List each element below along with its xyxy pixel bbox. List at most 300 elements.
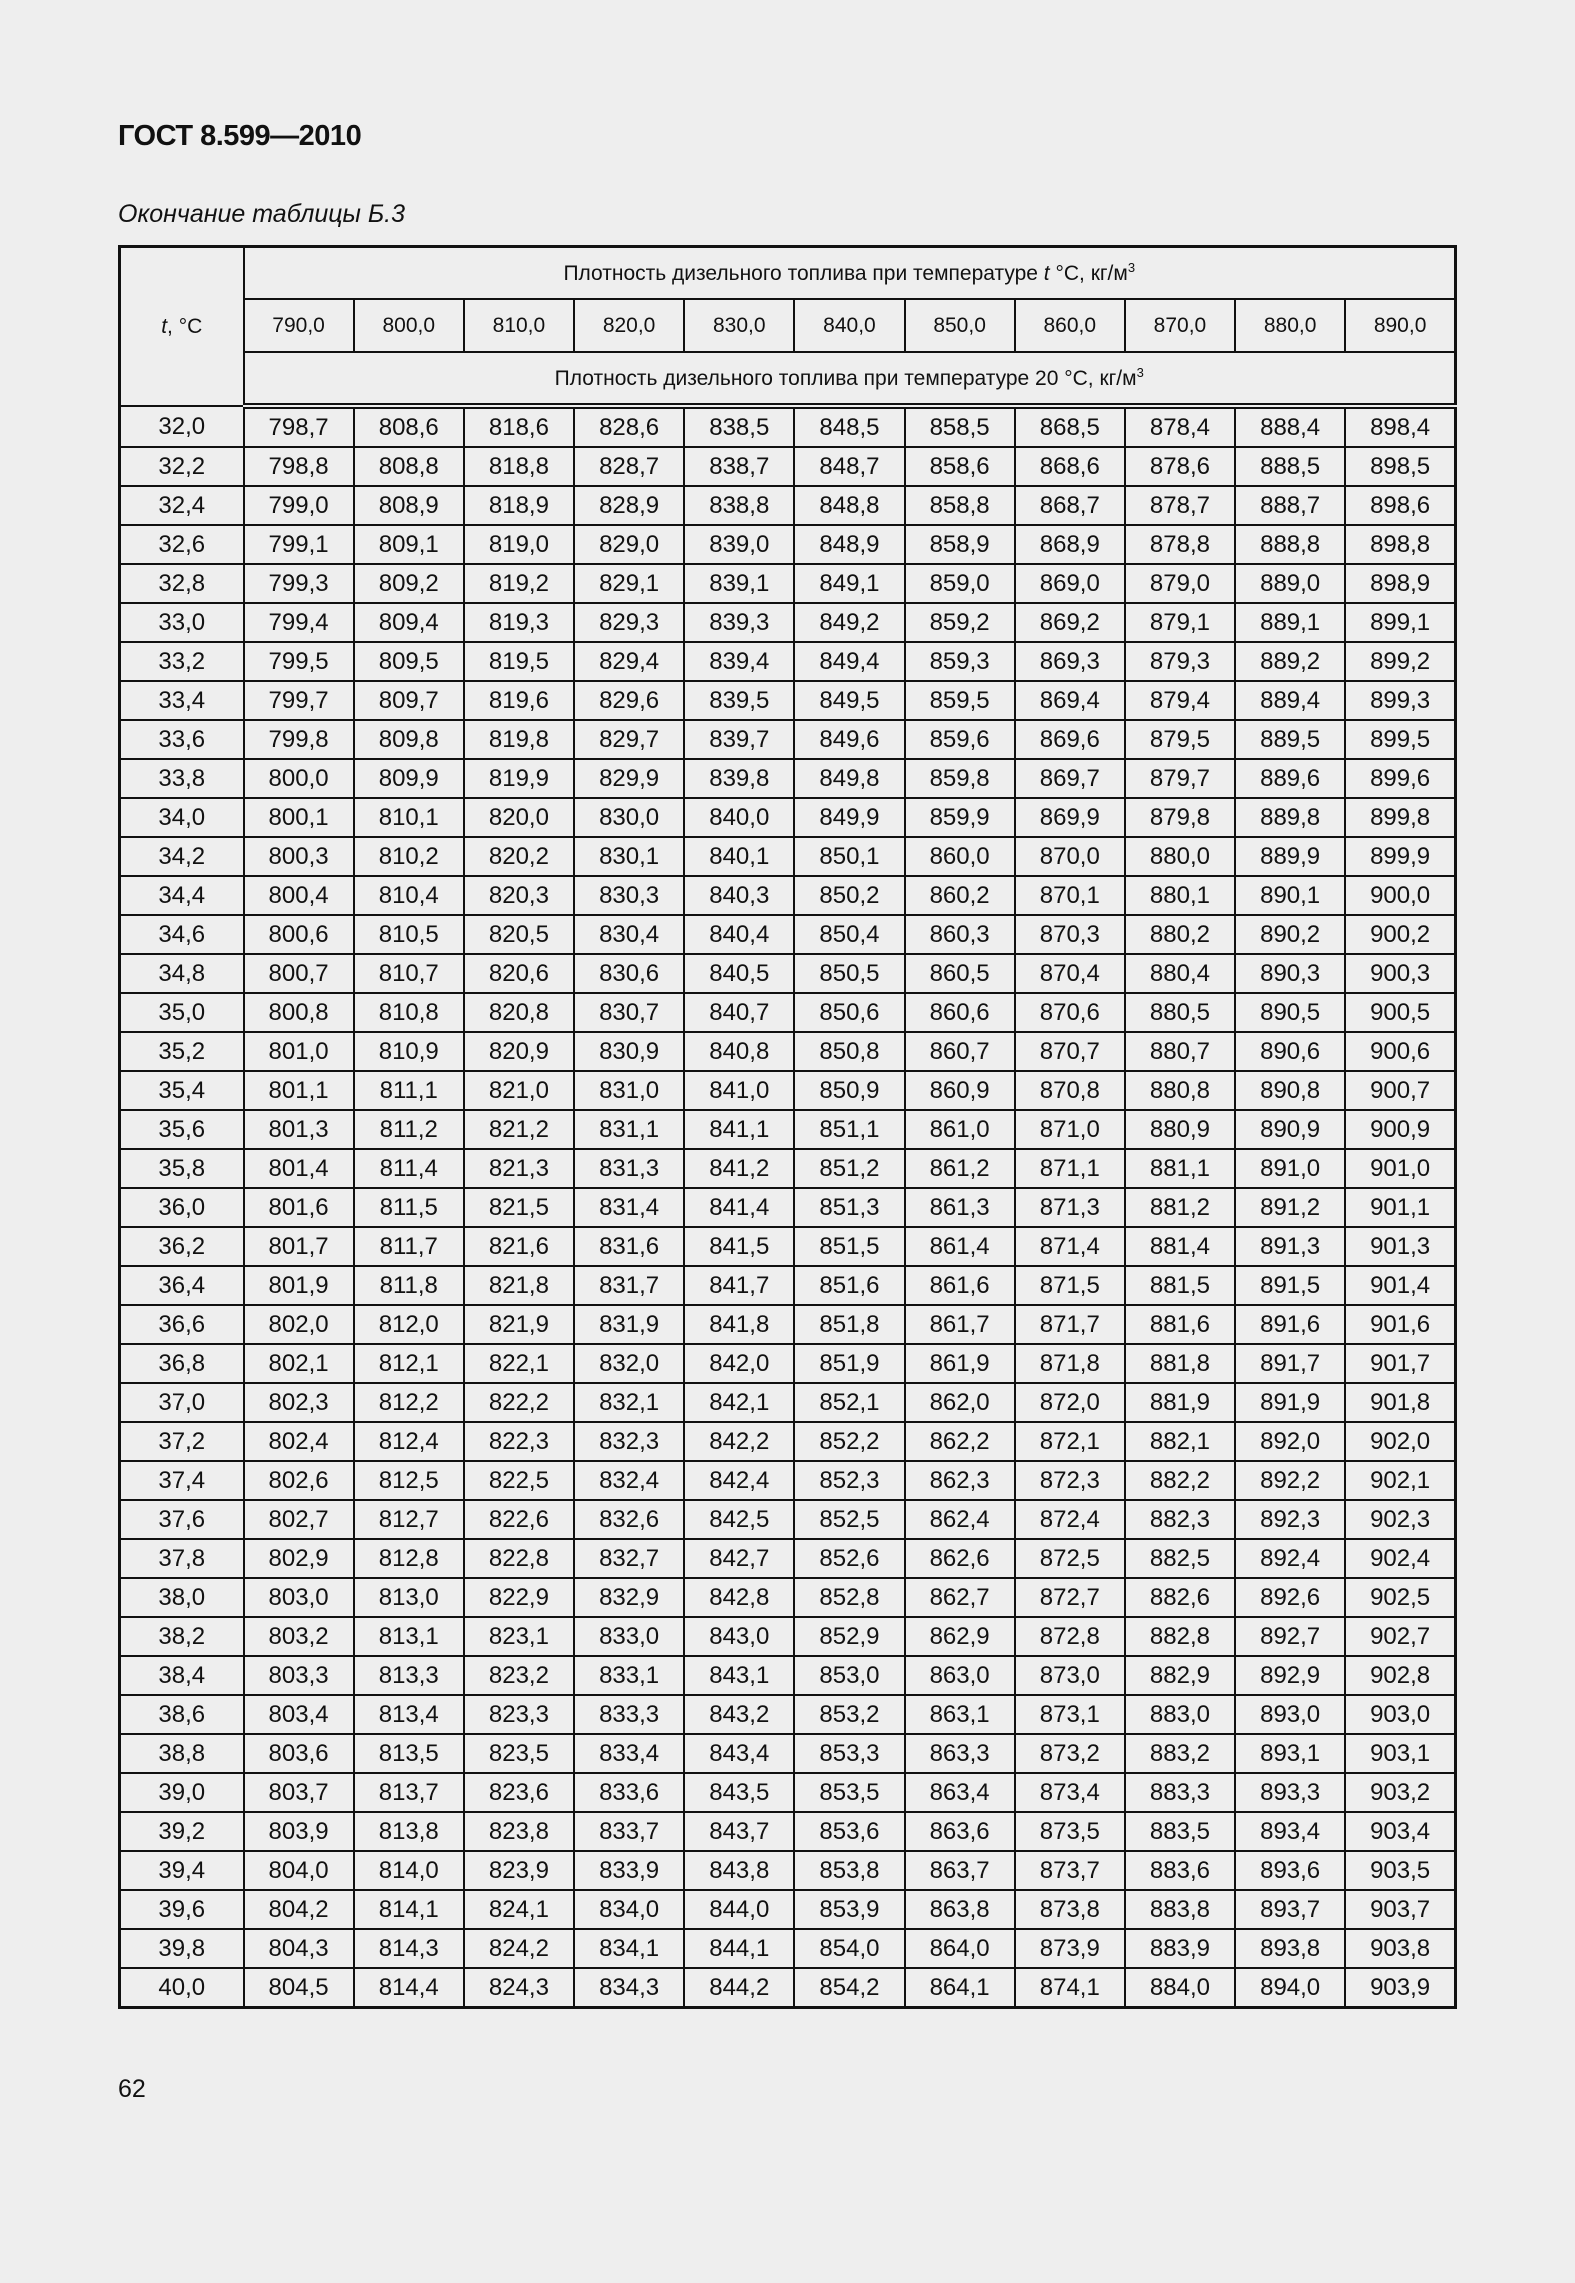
density-cell: 872,3 [1015,1461,1125,1500]
density-cell: 830,6 [574,954,684,993]
density-cell: 814,4 [354,1968,464,2008]
density-cell: 843,1 [684,1656,794,1695]
temperature-cell: 35,0 [120,993,244,1032]
density-cell: 881,8 [1125,1344,1235,1383]
density-cell: 898,5 [1345,447,1455,486]
density-cell: 882,6 [1125,1578,1235,1617]
density-cell: 839,0 [684,525,794,564]
density-cell: 822,5 [464,1461,574,1500]
density-cell: 901,4 [1345,1266,1455,1305]
density-cell: 852,1 [794,1383,904,1422]
density-cell: 829,4 [574,642,684,681]
density-cell: 863,4 [905,1773,1015,1812]
density-cell: 894,0 [1235,1968,1345,2008]
density-cell: 891,3 [1235,1227,1345,1266]
density-cell: 892,9 [1235,1656,1345,1695]
density-cell: 889,6 [1235,759,1345,798]
density-cell: 860,6 [905,993,1015,1032]
density-cell: 852,6 [794,1539,904,1578]
density-cell: 832,9 [574,1578,684,1617]
density-cell: 872,1 [1015,1422,1125,1461]
density-cell: 833,7 [574,1812,684,1851]
density-column-header: 820,0 [574,299,684,352]
density-cell: 858,8 [905,486,1015,525]
table-row [120,1227,1456,1266]
density-cell: 810,1 [354,798,464,837]
density-cell: 869,0 [1015,564,1125,603]
density-cell: 851,6 [794,1266,904,1305]
density-cell: 802,1 [244,1344,354,1383]
density-cell: 812,5 [354,1461,464,1500]
temperature-cell: 38,4 [120,1656,244,1695]
density-cell: 850,6 [794,993,904,1032]
table-row [120,1695,1456,1734]
temperature-cell: 34,6 [120,915,244,954]
density-cell: 831,7 [574,1266,684,1305]
temperature-cell: 37,8 [120,1539,244,1578]
density-cell: 903,5 [1345,1851,1455,1890]
density-cell: 830,0 [574,798,684,837]
density-cell: 861,4 [905,1227,1015,1266]
temperature-cell: 32,8 [120,564,244,603]
density-cell: 848,9 [794,525,904,564]
density-cell: 803,9 [244,1812,354,1851]
table-row [120,759,1456,798]
density-cell: 838,7 [684,447,794,486]
density-cell: 802,0 [244,1305,354,1344]
density-cell: 813,8 [354,1812,464,1851]
density-cell: 872,0 [1015,1383,1125,1422]
density-cell: 871,0 [1015,1110,1125,1149]
density-cell: 880,7 [1125,1032,1235,1071]
density-cell: 893,3 [1235,1773,1345,1812]
density-cell: 882,8 [1125,1617,1235,1656]
density-cell: 852,3 [794,1461,904,1500]
temperature-cell: 36,0 [120,1188,244,1227]
density-cell: 822,6 [464,1500,574,1539]
density-cell: 878,7 [1125,486,1235,525]
density-cell: 902,1 [1345,1461,1455,1500]
density-cell: 890,9 [1235,1110,1345,1149]
density-cell: 802,4 [244,1422,354,1461]
density-cell: 832,4 [574,1461,684,1500]
density-cell: 871,3 [1015,1188,1125,1227]
density-cell: 811,8 [354,1266,464,1305]
density-cell: 863,3 [905,1734,1015,1773]
density-cell: 808,6 [354,406,464,447]
density-cell: 879,0 [1125,564,1235,603]
density-cell: 840,3 [684,876,794,915]
density-cell: 872,5 [1015,1539,1125,1578]
density-cell: 814,0 [354,1851,464,1890]
table-row [120,486,1456,525]
table-row [120,1812,1456,1851]
density-column-header: 870,0 [1125,299,1235,352]
density-column-header: 830,0 [684,299,794,352]
density-cell: 873,7 [1015,1851,1125,1890]
density-cell: 892,7 [1235,1617,1345,1656]
density-cell: 829,3 [574,603,684,642]
density-cell: 813,3 [354,1656,464,1695]
density-cell: 848,7 [794,447,904,486]
density-cell: 852,5 [794,1500,904,1539]
density-cell: 899,1 [1345,603,1455,642]
density-cell: 828,7 [574,447,684,486]
density-cell: 864,0 [905,1929,1015,1968]
temperature-cell: 38,6 [120,1695,244,1734]
density-cell: 840,7 [684,993,794,1032]
density-cell: 901,3 [1345,1227,1455,1266]
density-cell: 889,1 [1235,603,1345,642]
density-cell: 888,5 [1235,447,1345,486]
density-cell: 900,9 [1345,1110,1455,1149]
density-cell: 849,2 [794,603,904,642]
density-cell: 863,8 [905,1890,1015,1929]
density-cell: 899,8 [1345,798,1455,837]
density-cell: 861,7 [905,1305,1015,1344]
density-cell: 879,8 [1125,798,1235,837]
density-cell: 801,3 [244,1110,354,1149]
temperature-cell: 32,2 [120,447,244,486]
density-cell: 842,1 [684,1383,794,1422]
density-cell: 812,4 [354,1422,464,1461]
density-cell: 842,7 [684,1539,794,1578]
temperature-cell: 35,8 [120,1149,244,1188]
density-cell: 799,7 [244,681,354,720]
density-cell: 901,8 [1345,1383,1455,1422]
density-cell: 900,5 [1345,993,1455,1032]
density-cell: 879,7 [1125,759,1235,798]
density-cell: 824,3 [464,1968,574,2008]
density-cell: 881,4 [1125,1227,1235,1266]
temperature-cell: 35,2 [120,1032,244,1071]
density-cell: 869,7 [1015,759,1125,798]
density-cell: 818,6 [464,406,574,447]
table-row [120,1656,1456,1695]
density-cell: 834,1 [574,1929,684,1968]
table-row [120,1851,1456,1890]
density-cell: 902,0 [1345,1422,1455,1461]
density-cell: 869,9 [1015,798,1125,837]
density-cell: 903,7 [1345,1890,1455,1929]
density-cell: 900,3 [1345,954,1455,993]
density-cell: 890,6 [1235,1032,1345,1071]
temperature-cell: 36,8 [120,1344,244,1383]
density-cell: 832,0 [574,1344,684,1383]
density-cell: 803,7 [244,1773,354,1812]
density-cell: 811,1 [354,1071,464,1110]
density-cell: 832,7 [574,1539,684,1578]
density-cell: 820,0 [464,798,574,837]
density-columns-row [120,299,1456,352]
density-cell: 851,5 [794,1227,904,1266]
density-cell: 880,8 [1125,1071,1235,1110]
density-cell: 852,2 [794,1422,904,1461]
density-cell: 893,6 [1235,1851,1345,1890]
density-cell: 861,3 [905,1188,1015,1227]
density-cell: 820,5 [464,915,574,954]
temperature-column-header: t, °С [120,247,244,407]
density-cell: 800,7 [244,954,354,993]
density-cell: 830,1 [574,837,684,876]
table-row [120,564,1456,603]
density-cell: 824,2 [464,1929,574,1968]
table-row [120,1968,1456,2008]
density-cell: 849,5 [794,681,904,720]
density-cell: 822,9 [464,1578,574,1617]
temperature-cell: 34,8 [120,954,244,993]
table-row [120,1890,1456,1929]
density-cell: 840,1 [684,837,794,876]
density-cell: 881,1 [1125,1149,1235,1188]
density-cell: 809,9 [354,759,464,798]
density-cell: 803,3 [244,1656,354,1695]
temperature-cell: 37,2 [120,1422,244,1461]
density-cell: 864,1 [905,1968,1015,2008]
temperature-cell: 38,8 [120,1734,244,1773]
table-row [120,915,1456,954]
density-cell: 903,2 [1345,1773,1455,1812]
density-cell: 801,1 [244,1071,354,1110]
density-cell: 810,7 [354,954,464,993]
density-cell: 879,1 [1125,603,1235,642]
density-cell: 831,9 [574,1305,684,1344]
density-cell: 881,9 [1125,1383,1235,1422]
temperature-cell: 33,2 [120,642,244,681]
density-cell: 880,5 [1125,993,1235,1032]
density-cell: 879,3 [1125,642,1235,681]
density-cell: 869,2 [1015,603,1125,642]
density-cell: 841,2 [684,1149,794,1188]
density-cell: 808,8 [354,447,464,486]
temperature-cell: 33,0 [120,603,244,642]
density-cell: 878,6 [1125,447,1235,486]
density-cell: 870,7 [1015,1032,1125,1071]
density-cell: 893,1 [1235,1734,1345,1773]
density-cell: 898,6 [1345,486,1455,525]
density-cell: 824,1 [464,1890,574,1929]
table-row [120,1188,1456,1227]
temperature-cell: 39,2 [120,1812,244,1851]
density-cell: 801,6 [244,1188,354,1227]
temperature-cell: 38,2 [120,1617,244,1656]
density-cell: 893,0 [1235,1695,1345,1734]
density-cell: 822,1 [464,1344,574,1383]
table-row [120,1422,1456,1461]
density-cell: 889,0 [1235,564,1345,603]
density-cell: 841,7 [684,1266,794,1305]
density-cell: 808,9 [354,486,464,525]
density-cell: 880,9 [1125,1110,1235,1149]
density-cell: 811,5 [354,1188,464,1227]
table-row [120,1149,1456,1188]
density-cell: 873,4 [1015,1773,1125,1812]
table-row [120,1266,1456,1305]
density-cell: 870,4 [1015,954,1125,993]
density-cell: 881,2 [1125,1188,1235,1227]
density-cell: 862,0 [905,1383,1015,1422]
density-cell: 902,5 [1345,1578,1455,1617]
density-cell: 801,0 [244,1032,354,1071]
density-cell: 844,0 [684,1890,794,1929]
density-column-header: 890,0 [1345,299,1455,352]
density-cell: 862,7 [905,1578,1015,1617]
density-cell: 839,7 [684,720,794,759]
density-cell: 873,2 [1015,1734,1125,1773]
table-caption: Окончание таблицы Б.3 [118,200,405,228]
density-cell: 882,5 [1125,1539,1235,1578]
density-cell: 819,6 [464,681,574,720]
density-cell: 898,4 [1345,406,1455,447]
density-cell: 870,0 [1015,837,1125,876]
table-row [120,1500,1456,1539]
density-cell: 859,9 [905,798,1015,837]
bottom-header: Плотность дизельного топлива при температуре 20 °С, $кг/м^3$ [244,352,1456,406]
density-cell: 812,8 [354,1539,464,1578]
density-cell: 892,4 [1235,1539,1345,1578]
document-title: ГОСТ 8.599—2010 [118,120,362,152]
table-row [120,993,1456,1032]
density-cell: 890,1 [1235,876,1345,915]
density-cell: 841,8 [684,1305,794,1344]
density-cell: 900,7 [1345,1071,1455,1110]
density-cell: 820,2 [464,837,574,876]
density-cell: 843,5 [684,1773,794,1812]
density-cell: 881,5 [1125,1266,1235,1305]
density-cell: 870,3 [1015,915,1125,954]
temperature-cell: 39,6 [120,1890,244,1929]
density-cell: 800,0 [244,759,354,798]
density-cell: 878,4 [1125,406,1235,447]
density-cell: 860,0 [905,837,1015,876]
density-cell: 854,2 [794,1968,904,2008]
density-cell: 859,2 [905,603,1015,642]
density-cell: 861,6 [905,1266,1015,1305]
density-cell: 903,9 [1345,1968,1455,2008]
density-cell: 831,3 [574,1149,684,1188]
density-cell: 889,8 [1235,798,1345,837]
density-cell: 902,4 [1345,1539,1455,1578]
density-cell: 863,0 [905,1656,1015,1695]
density-cell: 833,3 [574,1695,684,1734]
density-cell: 799,8 [244,720,354,759]
density-cell: 861,0 [905,1110,1015,1149]
density-cell: 833,1 [574,1656,684,1695]
density-cell: 859,3 [905,642,1015,681]
density-cell: 809,2 [354,564,464,603]
temperature-cell: 34,4 [120,876,244,915]
density-cell: 842,4 [684,1461,794,1500]
density-cell: 821,5 [464,1188,574,1227]
density-column-header: 860,0 [1015,299,1125,352]
density-cell: 843,8 [684,1851,794,1890]
density-cell: 883,6 [1125,1851,1235,1890]
density-cell: 799,3 [244,564,354,603]
table-row [120,837,1456,876]
density-cell: 902,7 [1345,1617,1455,1656]
density-cell: 888,7 [1235,486,1345,525]
density-cell: 818,9 [464,486,574,525]
density-cell: 868,6 [1015,447,1125,486]
density-cell: 839,4 [684,642,794,681]
density-column-header: 810,0 [464,299,574,352]
density-cell: 863,7 [905,1851,1015,1890]
density-cell: 839,3 [684,603,794,642]
density-cell: 804,0 [244,1851,354,1890]
density-cell: 883,9 [1125,1929,1235,1968]
table-row [120,720,1456,759]
table-row [120,1539,1456,1578]
density-cell: 879,5 [1125,720,1235,759]
density-cell: 901,6 [1345,1305,1455,1344]
density-cell: 830,9 [574,1032,684,1071]
density-cell: 852,8 [794,1578,904,1617]
density-cell: 871,1 [1015,1149,1125,1188]
density-cell: 823,5 [464,1734,574,1773]
density-cell: 842,2 [684,1422,794,1461]
density-cell: 849,6 [794,720,904,759]
density-cell: 803,2 [244,1617,354,1656]
density-cell: 843,4 [684,1734,794,1773]
density-cell: 903,8 [1345,1929,1455,1968]
density-cell: 810,2 [354,837,464,876]
density-cell: 890,2 [1235,915,1345,954]
density-cell: 862,4 [905,1500,1015,1539]
density-cell: 853,5 [794,1773,904,1812]
density-cell: 801,9 [244,1266,354,1305]
density-cell: 848,5 [794,406,904,447]
density-cell: 802,7 [244,1500,354,1539]
density-cell: 823,2 [464,1656,574,1695]
density-cell: 853,9 [794,1890,904,1929]
density-cell: 833,6 [574,1773,684,1812]
density-column-header: 850,0 [905,299,1015,352]
density-cell: 813,1 [354,1617,464,1656]
density-cell: 868,9 [1015,525,1125,564]
density-cell: 888,8 [1235,525,1345,564]
density-cell: 858,6 [905,447,1015,486]
density-cell: 860,9 [905,1071,1015,1110]
density-cell: 809,7 [354,681,464,720]
table-row [120,1071,1456,1110]
density-cell: 859,6 [905,720,1015,759]
density-cell: 849,9 [794,798,904,837]
density-cell: 891,0 [1235,1149,1345,1188]
density-cell: 800,8 [244,993,354,1032]
density-cell: 901,7 [1345,1344,1455,1383]
density-cell: 800,4 [244,876,354,915]
density-cell: 890,8 [1235,1071,1345,1110]
density-cell: 860,7 [905,1032,1015,1071]
density-cell: 892,2 [1235,1461,1345,1500]
density-cell: 803,0 [244,1578,354,1617]
density-cell: 873,8 [1015,1890,1125,1929]
density-cell: 850,8 [794,1032,904,1071]
density-cell: 871,8 [1015,1344,1125,1383]
density-cell: 853,0 [794,1656,904,1695]
temperature-cell: 33,4 [120,681,244,720]
density-cell: 858,9 [905,525,1015,564]
density-cell: 851,2 [794,1149,904,1188]
table-row [120,798,1456,837]
density-cell: 849,8 [794,759,904,798]
density-cell: 813,0 [354,1578,464,1617]
density-cell: 842,8 [684,1578,794,1617]
density-cell: 802,6 [244,1461,354,1500]
temperature-cell: 37,0 [120,1383,244,1422]
density-cell: 812,2 [354,1383,464,1422]
density-cell: 891,6 [1235,1305,1345,1344]
